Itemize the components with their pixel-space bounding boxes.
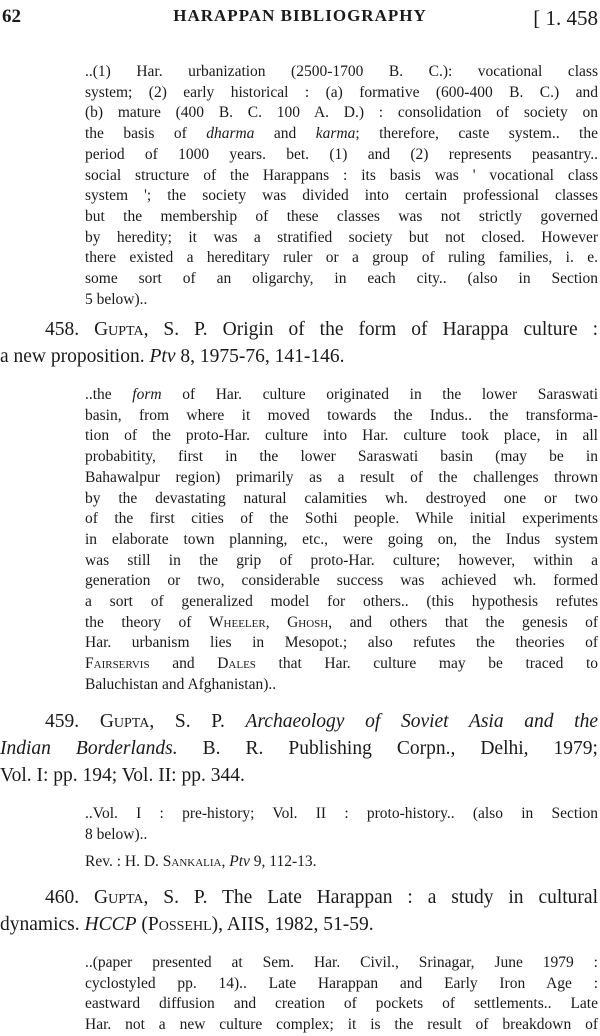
text-run: the basis of xyxy=(85,125,207,143)
text-run: Har. urbanism lies in Mesopot.; also refutes the theories of xyxy=(85,634,598,652)
text-line xyxy=(85,613,598,634)
text-line xyxy=(85,166,598,187)
text-line xyxy=(85,385,598,406)
text-run: probabitity, first in the lower Saraswati basin (may be in xyxy=(85,448,598,466)
text-run: 460. xyxy=(45,887,95,908)
text-run: , S. P. Origin of the form of Harappa culture : xyxy=(143,319,598,340)
text-line xyxy=(85,994,598,1015)
text-line xyxy=(85,62,598,83)
italic-text: dharma xyxy=(206,125,255,143)
small-caps-name: Gupta xyxy=(99,711,150,732)
text-run: Rev. : H. D. xyxy=(85,853,163,870)
text-run: generation or two, considerable success was achieved wh. formed xyxy=(85,572,598,590)
text-line xyxy=(85,228,598,249)
text-line xyxy=(85,509,598,530)
text-run: cyclostyled pp. 14).. Late Harappan and Early Iron Age : xyxy=(85,974,598,992)
text-line xyxy=(85,83,598,104)
text-line xyxy=(85,953,598,974)
text-line xyxy=(85,406,598,427)
annotation-paragraph xyxy=(85,62,598,310)
italic-text: form xyxy=(132,386,162,403)
text-line xyxy=(85,248,598,269)
bibliography-entry-heading xyxy=(0,316,598,370)
text-run: but the membership of these classes was not strictly governed xyxy=(85,207,598,225)
text-run: ..(1) Har. urbanization (2500-1700 B. C.): vocational class xyxy=(85,63,598,80)
small-caps-name: Wheeler xyxy=(208,613,266,631)
annotation-paragraph xyxy=(85,852,598,873)
annotation-paragraph xyxy=(85,953,598,1036)
text-line xyxy=(0,911,598,938)
text-line xyxy=(85,825,598,846)
text-run: 459. xyxy=(45,711,100,732)
text-line xyxy=(85,103,598,124)
small-caps-name: Fairservis xyxy=(85,655,150,673)
text-run: , S. P. xyxy=(149,711,246,732)
text-line xyxy=(85,124,598,145)
text-run: 5 below).. xyxy=(85,290,148,308)
text-run: some sort of an oligarchy, in each city.. (also in Section xyxy=(85,270,598,288)
text-line xyxy=(85,207,598,228)
small-caps-name: Gupta xyxy=(94,887,144,908)
text-run: system '; the society was divided into certain professional classes xyxy=(85,187,598,205)
text-run: a sort of generalized model for others.. (this hypothesis refutes xyxy=(85,593,598,611)
text-run: Bahawalpur region) primarily as a result of the challenges thrown xyxy=(85,468,598,486)
text-run: 8 below).. xyxy=(85,825,148,843)
text-run: , xyxy=(265,613,288,631)
text-line xyxy=(85,447,598,468)
text-line xyxy=(85,1015,598,1036)
text-run: of Har. culture originated in the lower Saraswati xyxy=(161,386,598,403)
text-line xyxy=(0,762,598,789)
text-run: basin, from where it moved towards the Indus.. the transforma- xyxy=(85,406,598,424)
text-run: system; (2) early historical : (a) formative (600-400 B. C.) and xyxy=(85,83,598,101)
text-run: ( xyxy=(136,914,148,935)
text-line xyxy=(85,269,598,290)
text-run: and xyxy=(149,655,218,673)
text-run: ), AIIS, 1982, 51-59. xyxy=(211,914,374,935)
text-line xyxy=(0,735,598,762)
text-run: ..the xyxy=(85,386,133,403)
text-run: , xyxy=(221,853,230,870)
text-run: Baluchistan and Afghanistan).. xyxy=(85,675,277,693)
text-line xyxy=(0,884,598,911)
text-run: a new proposition. xyxy=(0,346,150,367)
italic-text: Ptv xyxy=(229,853,250,870)
text-run: 8, 1975-76, 141-146. xyxy=(175,346,345,367)
text-line xyxy=(85,468,598,489)
small-caps-name: Possehl xyxy=(147,914,212,935)
text-run: of the first cities of the Sothi people. While initial experiments xyxy=(85,510,598,528)
text-line xyxy=(85,489,598,510)
text-run: the theory of xyxy=(85,613,209,631)
text-line xyxy=(85,675,598,696)
text-run: period of 1000 years. bet. (1) and (2) represents peasantry.. xyxy=(85,145,598,163)
text-run: social structure of the Harappans : its basis was ' vocational class xyxy=(85,166,598,184)
annotation-paragraph xyxy=(85,385,598,696)
text-line xyxy=(85,426,598,447)
text-run: ..Vol. I : pre-history; Vol. II : proto-history.. (also in Section xyxy=(85,805,598,822)
text-line xyxy=(85,571,598,592)
text-run: that Har. culture may be traced to xyxy=(255,655,598,673)
running-title: HARAPPAN BIBLIOGRAPHY xyxy=(173,6,427,25)
text-run: ; therefore, caste system.. the xyxy=(355,125,598,143)
text-run: , S. P. The Late Harappan : a study in cultural xyxy=(143,887,598,908)
text-run: , and others that the genesis of xyxy=(328,613,599,631)
italic-text: Ptv xyxy=(149,346,176,367)
text-line xyxy=(85,290,598,311)
italic-text: HCCP xyxy=(84,914,137,935)
text-run: tion of the proto-Har. culture into Har. culture took place, in all xyxy=(85,427,598,445)
text-run: B. R. Publishing Corpn., Delhi, 1979; xyxy=(177,738,598,759)
text-run: 458. xyxy=(45,319,95,340)
text-line xyxy=(85,592,598,613)
text-run: there existed a hereditary ruler or a group of ruling families, i. e. xyxy=(85,249,598,267)
text-run: Vol. I: pp. 194; Vol. II: pp. 344. xyxy=(0,765,245,786)
text-line xyxy=(0,316,598,343)
text-line xyxy=(85,974,598,995)
text-line xyxy=(85,654,598,675)
annotation-paragraph xyxy=(85,804,598,845)
text-run: in elaborate town planning, etc., were going on, the Indus system xyxy=(85,530,598,548)
text-line xyxy=(85,804,598,825)
section-reference: [ 1. 458 xyxy=(533,6,598,30)
page-number: 62 xyxy=(2,6,21,27)
small-caps-name: Ghosh xyxy=(287,613,329,631)
bibliography-entry-heading xyxy=(0,884,598,938)
text-line xyxy=(85,551,598,572)
text-run: eastward diffusion and creation of pockets of settlements.. Late xyxy=(85,995,598,1013)
text-run: 9, 112-13. xyxy=(249,853,317,870)
text-line xyxy=(85,530,598,551)
italic-text: Indian Borderlands. xyxy=(0,738,178,759)
text-line xyxy=(0,343,598,370)
small-caps-name: Sankalia xyxy=(162,853,222,870)
text-line xyxy=(0,708,598,735)
text-line xyxy=(85,186,598,207)
text-run: by heredity; it was a stratified society but not closed. However xyxy=(85,228,598,246)
text-run: Har. not a new culture complex; it is the result of breakdown of xyxy=(85,1016,598,1034)
text-run: by the devastating natural calamities wh. destroyed one or two xyxy=(85,489,598,507)
text-run: ..(paper presented at Sem. Har. Civil., Srinagar, June 1979 : xyxy=(85,954,598,971)
text-run: (b) mature (400 B. C. 100 A. D.) : consolidation of society on xyxy=(85,104,598,122)
text-line xyxy=(85,145,598,166)
text-line xyxy=(85,633,598,654)
text-run: dynamics. xyxy=(0,914,85,935)
text-run: and xyxy=(254,125,316,143)
text-run: was still in the grip of proto-Har. culture; however, within a xyxy=(85,551,598,569)
italic-text: Archaeology of Soviet Asia and the xyxy=(245,711,599,732)
italic-text: karma xyxy=(315,125,356,143)
text-line xyxy=(85,852,598,873)
small-caps-name: Dales xyxy=(217,655,256,673)
small-caps-name: Gupta xyxy=(94,319,144,340)
bibliography-entry-heading xyxy=(0,708,598,789)
